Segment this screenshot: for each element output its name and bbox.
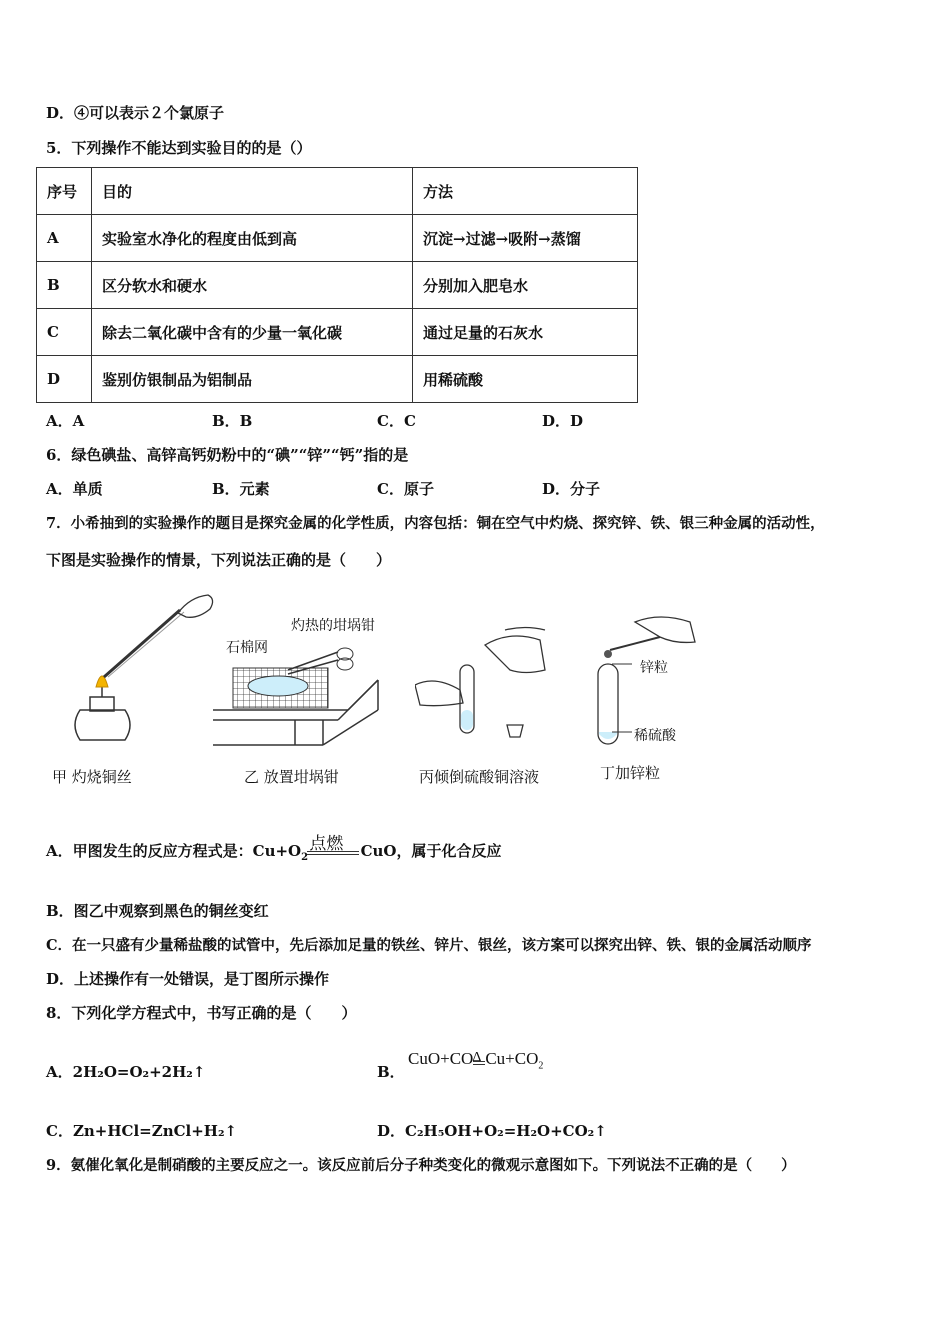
figure-caption-yi: 乙 放置坩埚钳	[244, 768, 339, 786]
q8-option-c: C．Zn+HCl=ZnCl+H₂↑	[46, 1122, 238, 1140]
table-row	[37, 262, 638, 309]
alcohol-lamp-burning-wire-illustration	[60, 585, 220, 755]
header-cell: 序号	[37, 168, 92, 215]
table-cell: 通过足量的石灰水	[413, 309, 638, 356]
condition-ignite: 点燃	[309, 834, 344, 854]
q7-option-a-suffix: CuO，属于化合反应	[360, 842, 502, 860]
q8-option-d: D．C₂H₅OH+O₂=H₂O+CO₂↑	[377, 1122, 607, 1140]
q7-option-b: B．图乙中观察到黑色的铜丝变红	[46, 902, 269, 920]
q8-stem: 8．下列化学方程式中，书写正确的是（ ）	[46, 1004, 357, 1022]
table-cell: 除去二氧化碳中含有的少量一氧化碳	[92, 309, 413, 356]
q8-option-a: A．2H₂O=O₂+2H₂↑	[46, 1063, 206, 1081]
q5-option-b: B．B	[212, 412, 253, 430]
label-asbestos-net: 石棉网	[226, 640, 268, 656]
table-cell: 沉淀→过滤→吸附→蒸馏	[413, 215, 638, 262]
q7-option-a-subscript: 2	[301, 852, 309, 863]
q7-option-a-prefix: A．甲图发生的反应方程式是：Cu+O	[46, 842, 302, 860]
table-cell: 分别加入肥皂水	[413, 262, 638, 309]
q8-option-b	[377, 1061, 405, 1082]
asbestos-net-tongs-illustration	[213, 640, 393, 755]
table-row	[37, 356, 638, 403]
q7-stem-line2: 下图是实验操作的情景，下列说法正确的是（ ）	[46, 551, 392, 569]
q5-option-c: C．C	[377, 412, 416, 430]
q6-stem: 6．绿色碘盐、高锌高钙奶粉中的“碘”“锌”“钙”指的是	[46, 446, 409, 464]
q7-option-c: C．在一只盛有少量稀盐酸的试管中，先后添加足量的铁丝、锌片、银丝，该方案可以探究出锌、铁、银的金属活动顺序	[46, 937, 812, 954]
q8-option-b-label: B．	[377, 1063, 405, 1081]
q5-stem: 5．下列操作不能达到实验目的的是（）	[46, 139, 312, 157]
figure-caption-jia: 甲 灼烧铜丝	[52, 768, 132, 786]
equation-right: Cu+CO	[485, 1049, 539, 1068]
label-hot-tongs: 灼热的坩埚钳	[291, 618, 375, 634]
q7-stem-line1: 7．小希抽到的实验操作的题目是探究金属的化学性质，内容包括：铜在空气中灼烧、探究锌、铁、银三种金属的活动性，	[46, 515, 825, 532]
q7-option-a	[46, 834, 502, 863]
equation-left: CuO+CO	[408, 1049, 474, 1068]
header-cell: 方法	[413, 168, 638, 215]
pouring-copper-sulfate-illustration	[415, 625, 555, 745]
table-header-row	[37, 168, 638, 215]
q8-option-b-equation	[408, 1049, 543, 1071]
condition-heat: Δ	[472, 1050, 482, 1065]
label-zinc-granule: 锌粒	[640, 660, 668, 676]
label-dilute-sulfuric-acid: 稀硫酸	[634, 728, 676, 744]
q4-option-d: D．④可以表示２个氯原子	[46, 104, 225, 122]
table-cell: 鉴别仿银制品为铝制品	[92, 356, 413, 403]
q5-option-a: A．A	[46, 412, 85, 430]
table-cell: 区分软水和硬水	[92, 262, 413, 309]
header-cell: 目的	[92, 168, 413, 215]
figure-caption-bing: 丙倾倒硫酸铜溶液	[419, 768, 540, 786]
q6-option-c: C．原子	[377, 480, 434, 498]
table-cell: 实验室水净化的程度由低到高	[92, 215, 413, 262]
q5-option-d: D．D	[542, 412, 584, 430]
table-cell: 用稀硫酸	[413, 356, 638, 403]
q9-stem: 9．氨催化氧化是制硝酸的主要反应之一。该反应前后分子种类变化的微观示意图如下。下列说法不正确的是（ ）	[46, 1157, 796, 1174]
table-cell: A	[37, 215, 92, 262]
q6-option-d: D．分子	[542, 480, 601, 498]
q7-option-d: D．上述操作有一处错误，是丁图所示操作	[46, 970, 330, 988]
table-row	[37, 309, 638, 356]
table-cell: C	[37, 309, 92, 356]
table-cell: B	[37, 262, 92, 309]
figure-caption-ding: 丁加锌粒	[600, 764, 661, 782]
equation-right-subscript: 2	[538, 1060, 544, 1072]
q5-table	[36, 167, 638, 403]
q6-option-b: B．元素	[212, 480, 270, 498]
q6-option-a: A．单质	[46, 480, 103, 498]
table-row	[37, 215, 638, 262]
table-cell: D	[37, 356, 92, 403]
